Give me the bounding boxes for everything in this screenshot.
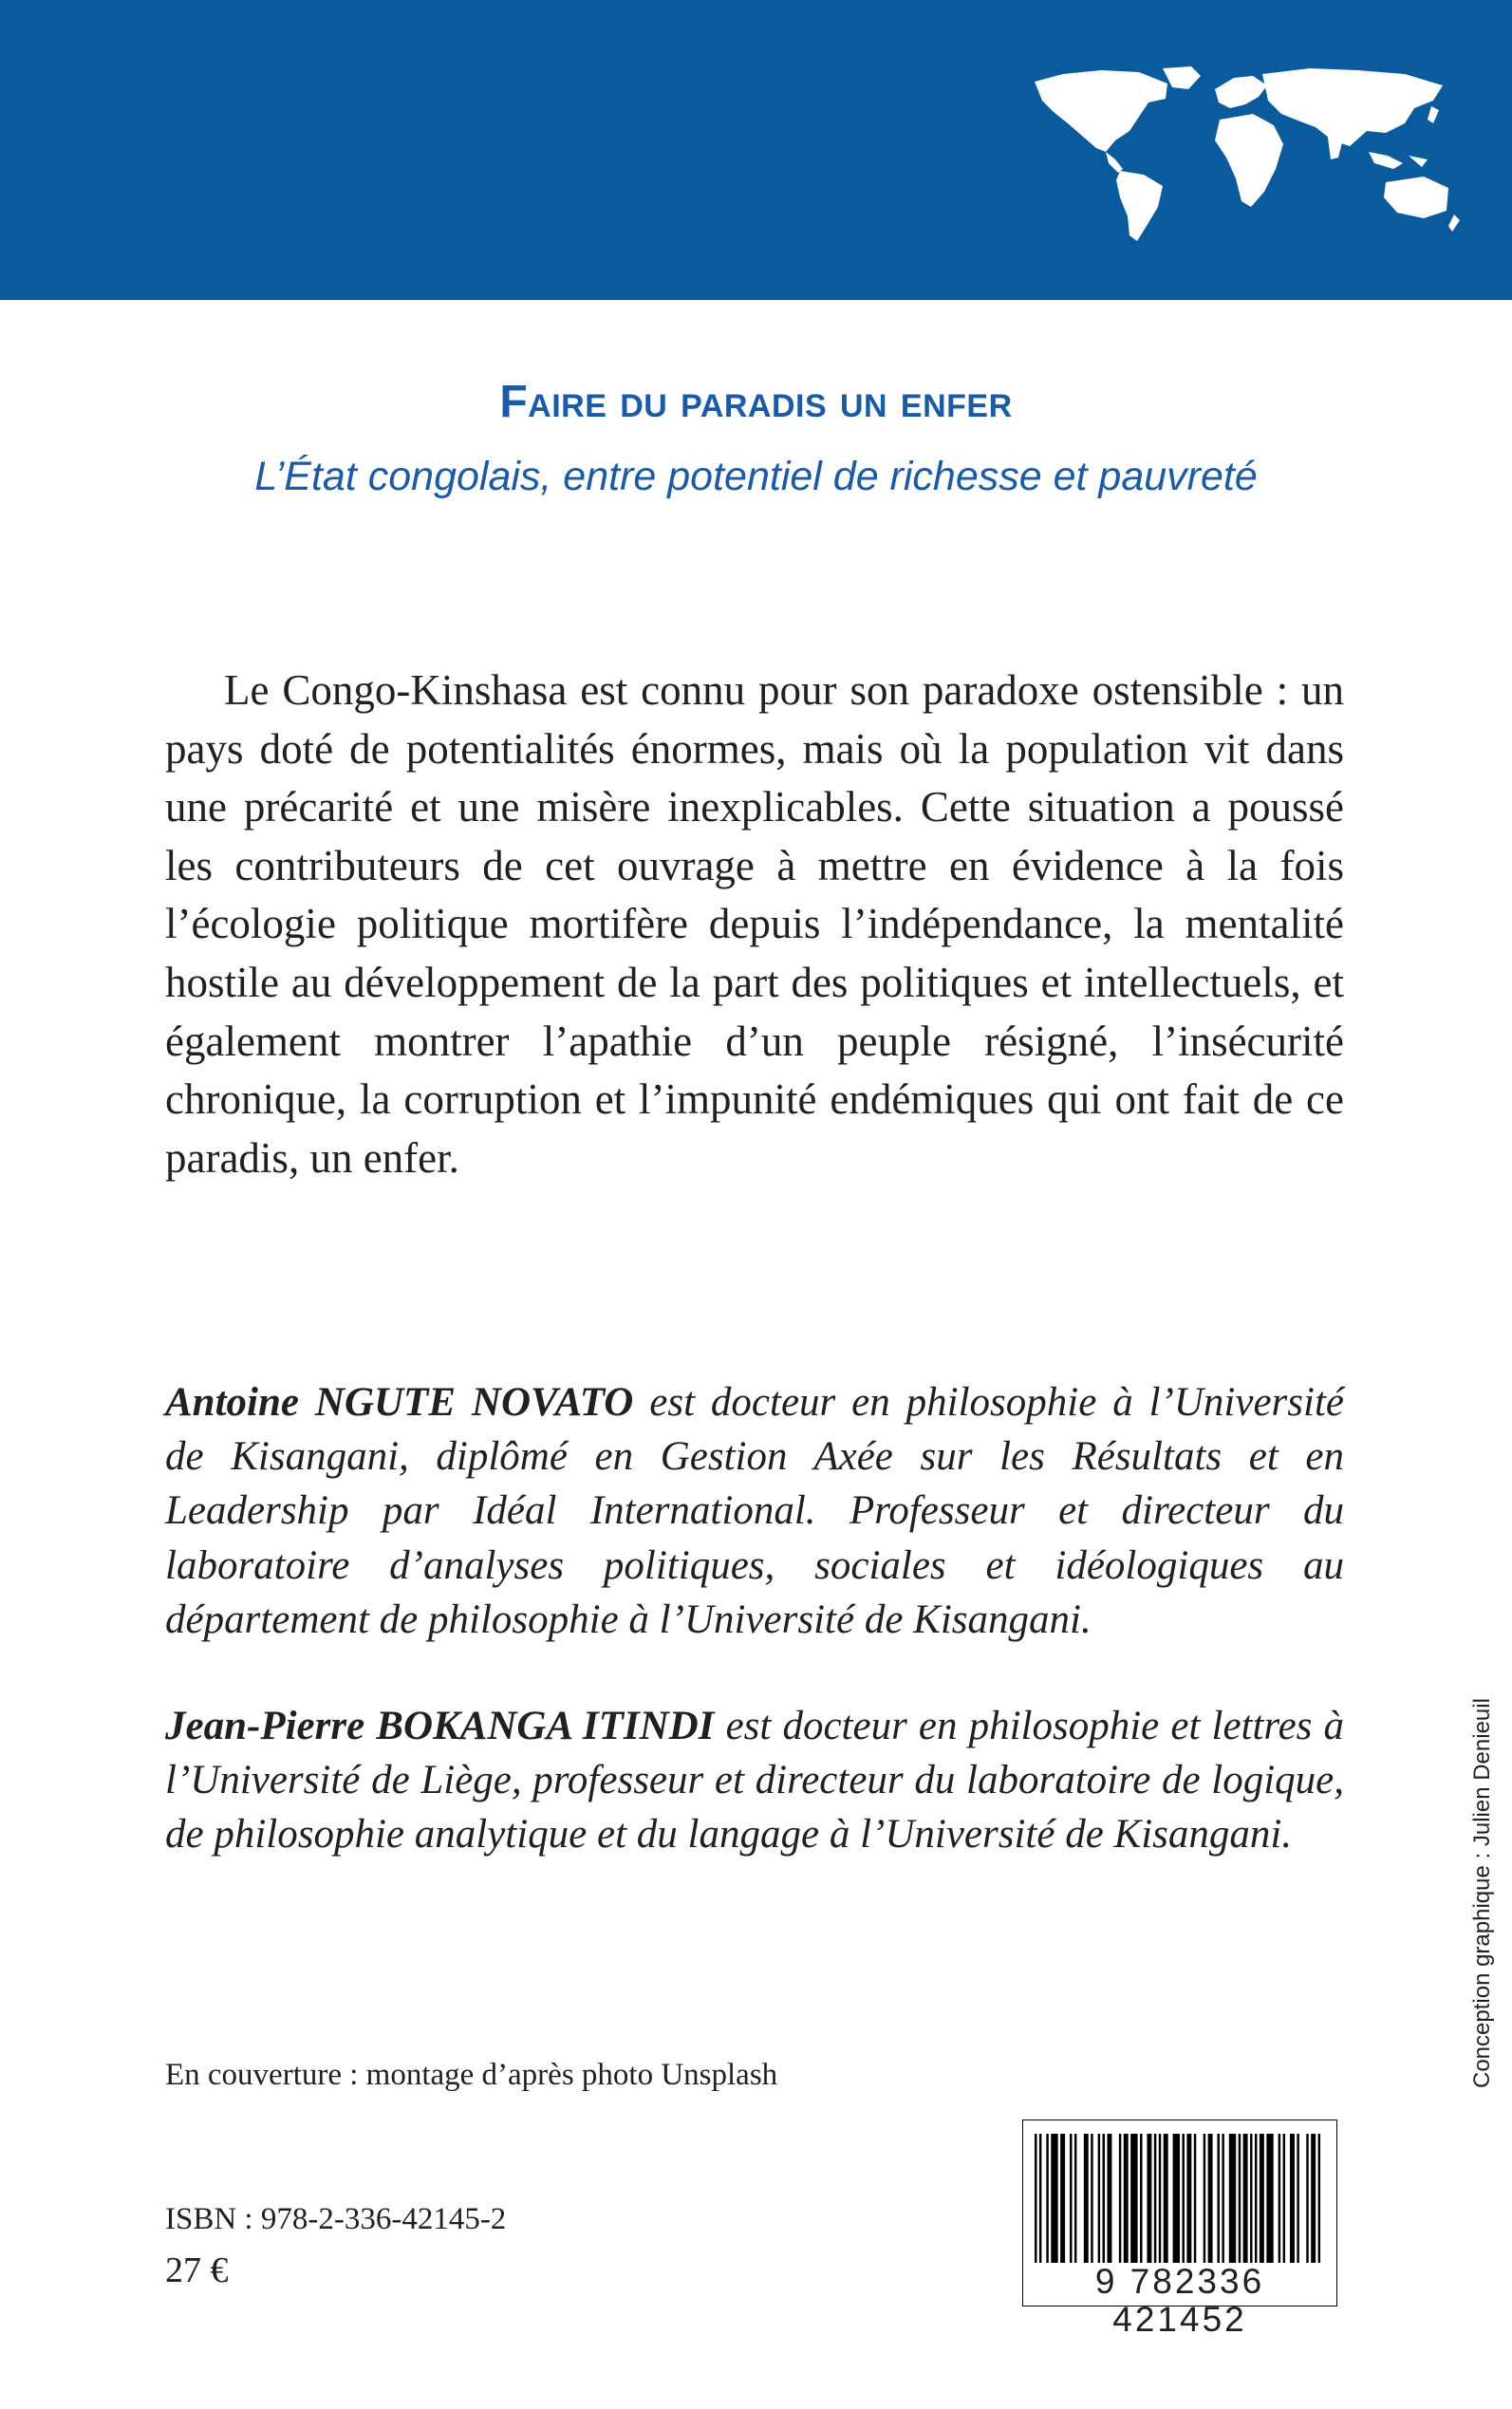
barcode-bar bbox=[1290, 2134, 1295, 2263]
isbn: ISBN : 978-2-336-42145-2 bbox=[165, 2202, 507, 2236]
book-summary: Le Congo-Kinshasa est connu pour son paradoxe ostensible : un pays doté de potentialités énormes, mais où la population vit dans une précarité et une misère inexplicables. Cette situation a poussé les contributeurs de cet ouvrage à mettre en évidence à la fois l’écologie politique mortifère depuis l’indépendance, la mentalité hostile au développement de la part des politiques et intellectuels, et également montrer l’apathie d’un peuple résigné, l’insécurité chronique, la corruption et l’impunité endémiques qui ont fait de ce paradis, un enfer. bbox=[165, 666, 1344, 1182]
author-bio bbox=[165, 1699, 1344, 1862]
author-bio bbox=[165, 1375, 1344, 1647]
barcode-bar bbox=[1243, 2134, 1248, 2263]
barcode-icon bbox=[1035, 2134, 1325, 2263]
barcode-bar bbox=[1046, 2134, 1048, 2263]
barcode-bar bbox=[1318, 2134, 1320, 2263]
barcode-bar bbox=[1297, 2134, 1298, 2263]
barcode-bar bbox=[1204, 2134, 1205, 2263]
barcode-bar bbox=[1222, 2134, 1223, 2263]
barcode-digits: 9 782336 421452 bbox=[1094, 2262, 1265, 2339]
barcode-bar bbox=[1147, 2134, 1151, 2263]
barcode-bar bbox=[1154, 2134, 1156, 2263]
barcode-bar bbox=[1051, 2134, 1057, 2263]
barcode-bar bbox=[1084, 2134, 1089, 2263]
barcode-bar bbox=[1229, 2134, 1236, 2263]
barcode-bar bbox=[1103, 2134, 1105, 2263]
author-name: Antoine NGUTE NOVATO bbox=[165, 1380, 634, 1425]
barcode-bar bbox=[1159, 2134, 1161, 2263]
barcode-bar bbox=[1035, 2134, 1036, 2263]
barcode-bar bbox=[1119, 2134, 1121, 2263]
barcode-bar bbox=[1140, 2134, 1142, 2263]
book-subtitle: L’État congolais, entre potentiel de richesse et pauvreté bbox=[254, 454, 1258, 499]
barcode-bar bbox=[1060, 2134, 1065, 2263]
author-bio-text: est docteur en philosophie à l’Université de Kisangani, diplômé en Gestion Axée sur les Résultats et en Leadership par Idéal International. Professeur et directeur du laboratoire d’analyses politiques, sociales et idéologiques au département de philosophie à l’Université de Kisangani. bbox=[165, 1380, 1344, 1642]
barcode-bar bbox=[1239, 2134, 1241, 2263]
barcode-bar bbox=[1182, 2134, 1184, 2263]
barcode-bar bbox=[1250, 2134, 1252, 2263]
barcode-bar bbox=[1208, 2134, 1213, 2263]
barcode-bar bbox=[1173, 2134, 1180, 2263]
barcode-bar bbox=[1074, 2134, 1076, 2263]
barcode-bar bbox=[1130, 2134, 1137, 2263]
world-map-icon bbox=[1025, 65, 1462, 245]
barcode-bar bbox=[1266, 2134, 1273, 2263]
price: 27 € bbox=[165, 2250, 229, 2290]
barcode-bar bbox=[1255, 2134, 1257, 2263]
barcode-bar bbox=[1306, 2134, 1308, 2263]
barcode-bar bbox=[1260, 2134, 1264, 2263]
barcode-bar bbox=[1108, 2134, 1112, 2263]
barcode-bar bbox=[1091, 2134, 1092, 2263]
design-credit: Conception graphique : Julien Denieuil bbox=[1469, 1698, 1495, 2088]
book-title: Faire du paradis un enfer bbox=[499, 377, 1013, 427]
barcode bbox=[1022, 2120, 1337, 2339]
cover-credit: En couverture : montage d’après photo Unsplash bbox=[165, 2058, 778, 2092]
barcode-bar bbox=[1098, 2134, 1100, 2263]
barcode-bar bbox=[1194, 2134, 1196, 2263]
author-name: Jean-Pierre BOKANGA ITINDI bbox=[165, 1704, 715, 1748]
barcode-bar bbox=[1186, 2134, 1191, 2263]
barcode-bar bbox=[1070, 2134, 1072, 2263]
author-bio-text: est docteur en philosophie et lettres à l’Université de Liège, professeur et directeur du laboratoire de logique, de philosophie analytique et du langage à l’Université de Kisangani. bbox=[165, 1704, 1344, 1858]
barcode-bar bbox=[1217, 2134, 1219, 2263]
barcode-bar bbox=[1039, 2134, 1041, 2263]
top-band bbox=[0, 0, 1512, 300]
barcode-bar bbox=[1283, 2134, 1285, 2263]
barcode-bar bbox=[1124, 2134, 1129, 2263]
barcode-bar bbox=[1311, 2134, 1316, 2263]
barcode-bar bbox=[1164, 2134, 1168, 2263]
barcode-bar bbox=[1279, 2134, 1280, 2263]
